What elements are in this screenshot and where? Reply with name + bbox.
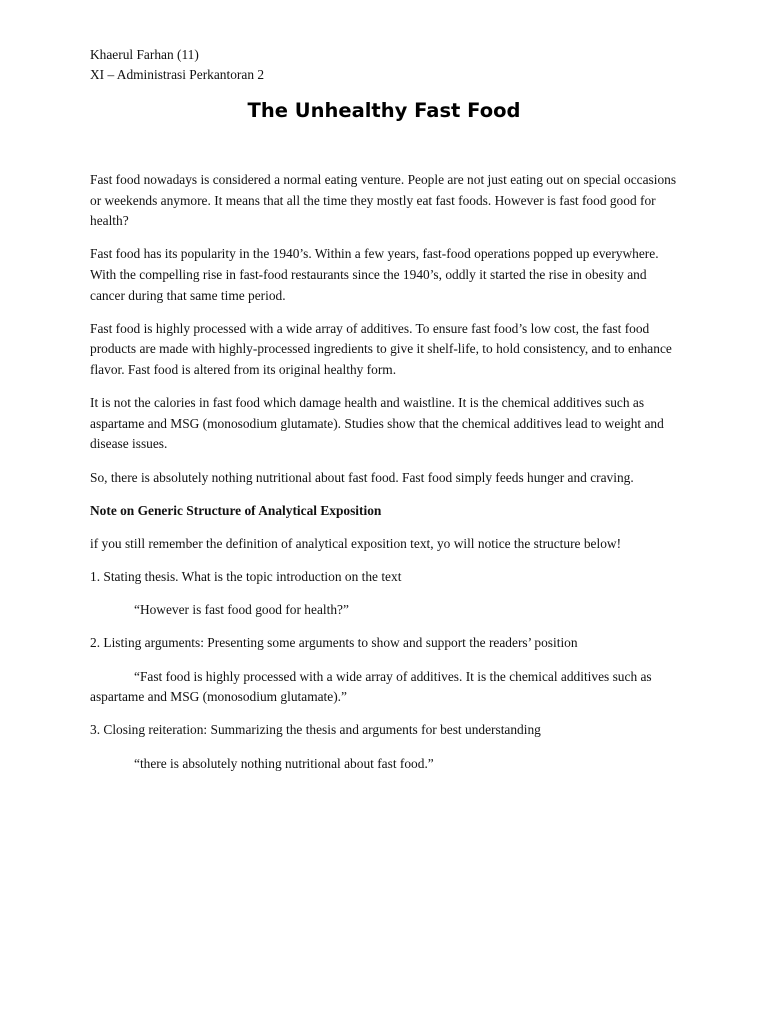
paragraph-additives: It is not the calories in fast food which damage health and waistline. It is the chemical additives such as aspartame and MSG (monosodium glutamate). Studies show that the chemical additives lead to weight and disease issues.	[90, 395, 664, 452]
structure-item-label: 3. Closing reiteration: Summarizing the thesis and arguments for best understanding	[90, 722, 541, 738]
structure-item-quote: “However is fast food good for health?”	[134, 602, 349, 618]
paragraph-thesis: Fast food nowadays is considered a normal eating venture. People are not just eating out on special occasions or weekends anymore. It means that all the time they mostly eat fast foods. However is fast food good for health?	[90, 172, 677, 229]
paragraph-history: Fast food has its popularity in the 1940’s. Within a few years, fast-food operations popped up everywhere. With the compelling rise in fast-food restaurants since the 1940’s, oddly it started the rise in obesity and cancer during that same time period.	[90, 246, 659, 303]
structure-item-label: 1. Stating thesis. What is the topic introduction on the text	[90, 569, 402, 585]
paragraph-conclusion: So, there is absolutely nothing nutritional about fast food. Fast food simply feeds hunger and craving.	[90, 469, 634, 485]
document-header	[90, 45, 264, 84]
note-intro: if you still remember the definition of analytical exposition text, yo will notice the structure below!	[90, 535, 622, 551]
author-line: Khaerul Farhan (11)	[90, 47, 199, 62]
structure-item-quote: “there is absolutely nothing nutritional about fast food.”	[134, 755, 434, 771]
class-line: XI – Administrasi Perkantoran 2	[90, 66, 265, 82]
note-heading: Note on Generic Structure of Analytical Exposition	[90, 502, 382, 518]
document-body	[90, 170, 680, 787]
structure-item-label: 2. Listing arguments: Presenting some arguments to show and support the readers’ position	[90, 635, 578, 651]
structure-item-quote: “Fast food is highly processed with a wide array of additives. It is the chemical additives such as aspartame and MSG (monosodium glutamate).”	[90, 668, 652, 705]
document-title: The Unhealthy Fast Food	[247, 99, 521, 122]
paragraph-processing: Fast food is highly processed with a wide array of additives. To ensure fast food’s low cost, the fast food products are made with highly-processed ingredients to give it shelf-life, to hold consistency, and to enhance flavor. Fast food is altered from its original healthy form.	[90, 320, 672, 377]
